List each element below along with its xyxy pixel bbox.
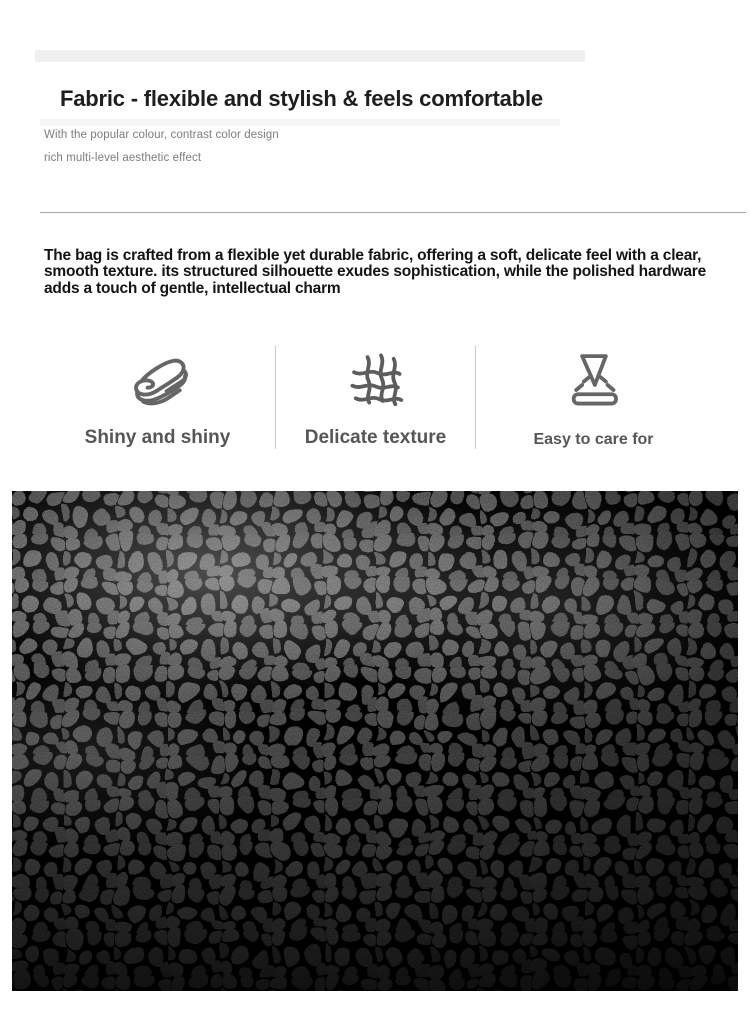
horizontal-divider <box>40 212 746 213</box>
feature-care <box>476 346 711 449</box>
subtitle-line-2: rich multi-level aesthetic effect <box>44 152 202 164</box>
page-title: Fabric - flexible and stylish & feels comfortable <box>60 85 543 111</box>
feature-texture <box>276 346 475 449</box>
folded-fabric-icon <box>125 346 191 412</box>
feature-label: Shiny and shiny <box>84 427 231 448</box>
product-description: The bag is crafted from a flexible yet durable fabric, offering a soft, delicate feel with a clear, smooth texture. its structured silhouette exudes sophistication, while the polished hardware adds a touch of gentle, intellectual charm <box>44 246 707 297</box>
subtitle-line-1: With the popular colour, contrast color design <box>44 129 279 141</box>
woven-mesh-icon <box>344 346 408 412</box>
product-texture-image <box>12 491 738 991</box>
subtitle-highlight-strip <box>40 119 560 126</box>
title-highlight-strip <box>35 50 585 62</box>
leather-texture-graphic <box>12 491 738 991</box>
feature-row <box>40 346 712 449</box>
feature-label: Delicate texture <box>304 427 447 448</box>
feature-label: Easy to care for <box>533 431 654 448</box>
feature-shiny <box>40 346 275 449</box>
easy-care-icon <box>561 346 627 412</box>
